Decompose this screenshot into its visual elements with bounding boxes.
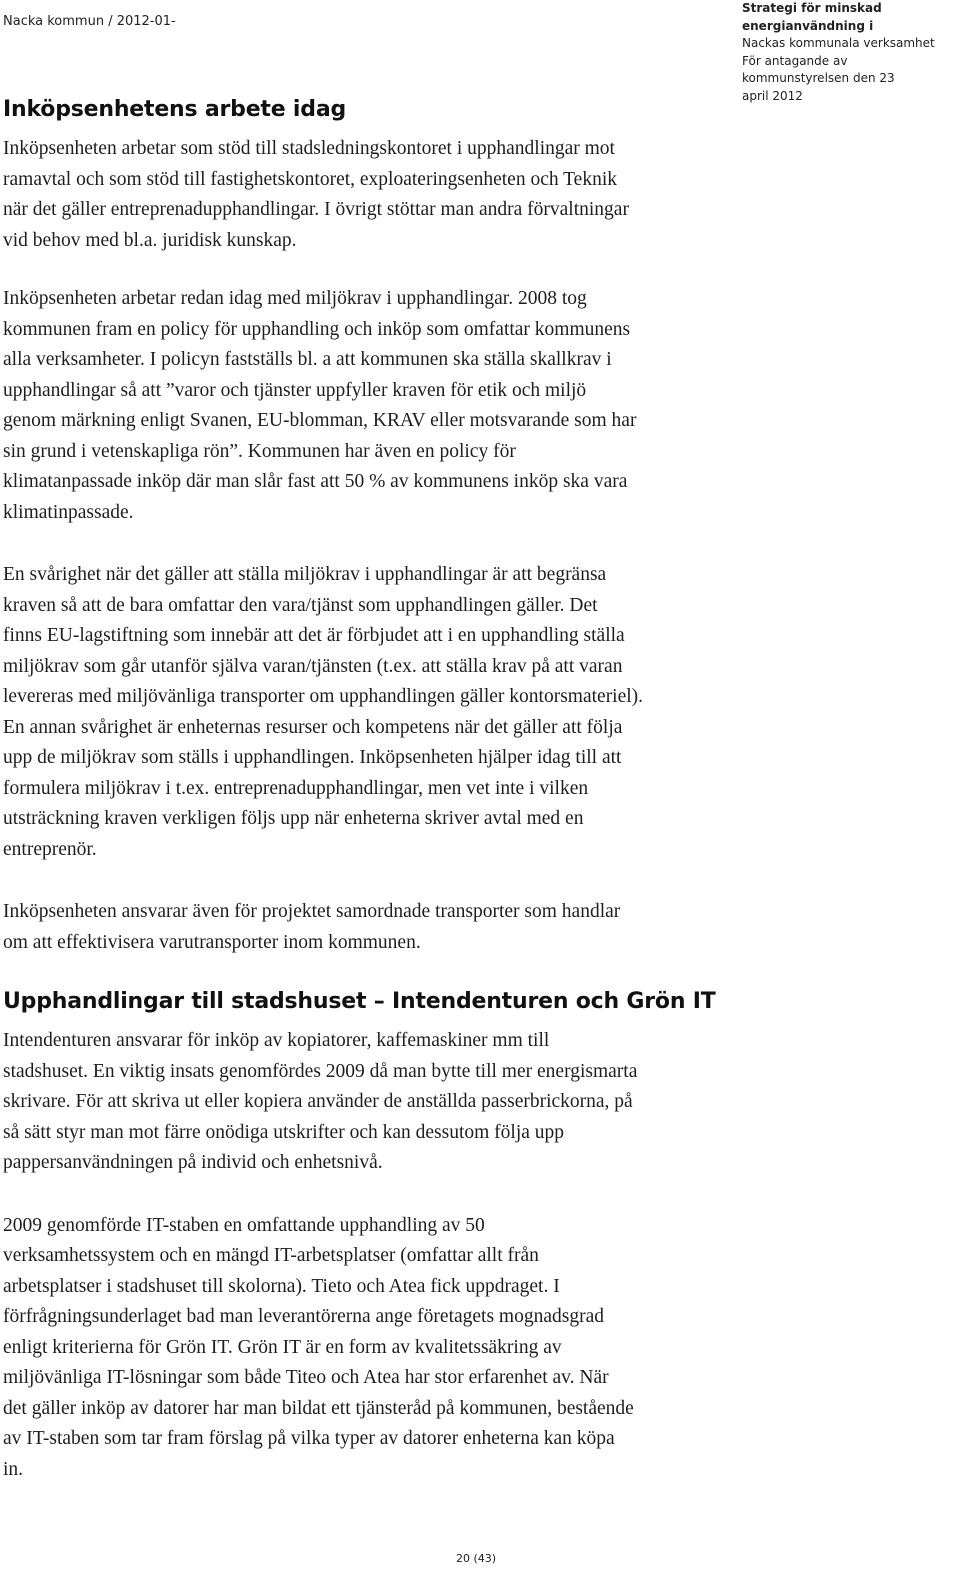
text-line: levereras med miljövänliga transporter om upphandlingen gäller kontorsmateriel). [3,686,644,707]
body-paragraph [3,560,953,865]
text-line: kommunen fram en policy för upphandling och inköp som omfattar kommunens [3,318,631,340]
header-right-line: april 2012 [742,88,803,103]
header-right-line: För antagande av kommunstyrelsen den 23 [742,53,895,85]
text-line: En svårighet när det gäller att ställa miljökrav i upphandlingar är att begränsa [3,564,607,585]
text-line: när det gäller entreprenadupphandlingar. I övrigt stöttar man andra förvaltningar [3,199,629,220]
text-line: kraven så att de bara omfattar den vara/tjänst som upphandlingen gäller. Det [3,594,598,616]
text-line: enligt kriterierna för Grön IT. Grön IT är en form av kvalitetssäkring av [3,1336,562,1358]
text-line: genom märkning enligt Svanen, EU-blomman, KRAV eller motsvarande som har [3,410,637,431]
text-line: Intendenturen ansvarar för inköp av kopiatorer, kaffemaskiner mm till [3,1030,550,1051]
text-line: pappersanvändningen på individ och enhetsnivå. [3,1152,383,1173]
text-line: upphandlingar så att ”varor och tjänster uppfyller kraven för etik och miljö [3,379,587,401]
text-line: alla verksamheter. I policyn fastställs bl. a att kommunen ska ställa skallkrav i [3,349,612,370]
text-line: sin grund i vetenskapliga rön”. Kommunen har även en policy för [3,440,516,462]
text-line: vid behov med bl.a. juridisk kunskap. [3,229,297,251]
body-paragraph [3,284,953,528]
text-line: entreprenör. [3,838,97,860]
page-number-text: 20 (43) [455,1552,497,1565]
text-line: finns EU-lagstiftning som innebär att det är förbjudet att i en upphandling ställa [3,625,625,646]
body-paragraph [3,897,953,958]
text-line: klimatanpassade inköp där man slår fast att 50 % av kommunens inköp ska vara [3,471,628,492]
header-right-line: Strategi för minskad energianvändning i [742,1,882,33]
body-paragraph [3,134,953,256]
text-line: utsträckning kraven verkligen följs upp när enheterna skriver avtal med en [3,808,584,829]
text-line: Inköpsenheten arbetar som stöd till stadsledningskontoret i upphandlingar mot [3,138,615,159]
text-line: verksamhetssystem och en mängd IT-arbetsplatser (omfattar allt från [3,1245,539,1266]
section-heading: Inköpsenhetens arbete idag [3,97,347,122]
text-line: klimatinpassade. [3,501,134,523]
text-line: skrivare. För att skriva ut eller kopiera använder de anställda passerbrickorna, på [3,1091,633,1112]
text-line: så sätt styr man mot färre onödiga utskrifter och kan dessutom följa upp [3,1121,565,1143]
body-paragraph [3,1211,953,1486]
text-line: miljökrav som går utanför själva varan/tjänsten (t.ex. att ställa krav på att varan [3,655,623,677]
text-line: Inköpsenheten ansvarar även för projektet samordnade transporter som handlar [3,901,621,922]
document-body [3,96,953,1485]
text-line: upp de miljökrav som ställs i upphandlingen. Inköpsenheten hjälper idag till att [3,747,622,768]
text-line: förfrågningsunderlaget bad man leverantörerna ange företagets mognadsgrad [3,1306,604,1327]
text-line: in. [3,1458,24,1480]
text-line: formulera miljökrav i t.ex. entreprenadupphandlingar, men vet inte i vilken [3,777,589,799]
text-line: av IT-staben som tar fram förslag på vilka typer av datorer enheterna kan köpa [3,1428,615,1449]
text-line: miljövänliga IT-lösningar som både Titeo och Atea har stor erfarenhet av. När [3,1367,609,1388]
text-line: ramavtal och som stöd till fastighetskontoret, exploateringsenheten och Teknik [3,168,618,190]
text-line: 2009 genomförde IT-staben en omfattande upphandling av 50 [3,1214,485,1236]
text-line: arbetsplatser i stadshuset till skolorna). Tieto och Atea fick uppdraget. I [3,1275,560,1297]
header-right-text [742,0,957,105]
text-line: En annan svårighet är enheternas resurser och kompetens när det gäller att följa [3,716,623,738]
text-line: stadshuset. En viktig insats genomfördes 2009 då man bytte till mer energismarta [3,1060,638,1082]
header-left-text: Nacka kommun / 2012-01- [3,14,176,29]
section-heading: Upphandlingar till stadshuset – Intendenturen och Grön IT [3,989,716,1014]
header-right-line: Nackas kommunala verksamhet [742,36,935,50]
page-number [0,1552,960,1565]
text-line: om att effektivisera varutransporter inom kommunen. [3,931,421,953]
text-line: det gäller inköp av datorer har man bildat ett tjänsteråd på kommunen, bestående [3,1397,634,1419]
body-paragraph [3,1026,953,1179]
text-line: Inköpsenheten arbetar redan idag med miljökrav i upphandlingar. 2008 tog [3,288,587,309]
